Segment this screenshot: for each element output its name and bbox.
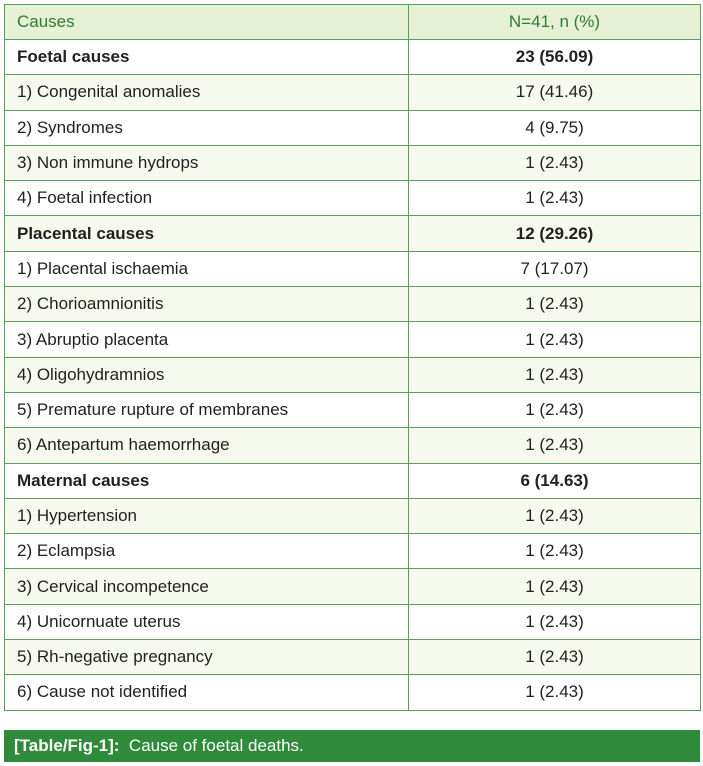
table-row: [5, 392, 701, 427]
causes-table-container: [4, 4, 700, 711]
caption-text-value: Cause of foetal deaths.: [128, 736, 304, 755]
cause-count: 7 (17.07): [409, 251, 701, 286]
cause-count: 4 (9.75): [409, 110, 701, 145]
cause-label: 6) Cause not identified: [5, 675, 409, 710]
table-row: [5, 322, 701, 357]
cause-label: 3) Non immune hydrops: [5, 145, 409, 180]
cause-label: 4) Unicornuate uterus: [5, 604, 409, 639]
table-group-row: [5, 216, 701, 251]
table-header-row: [5, 5, 701, 40]
cause-count: 1 (2.43): [409, 534, 701, 569]
table-row: [5, 569, 701, 604]
table-group-row: [5, 40, 701, 75]
cause-label: Maternal causes: [5, 463, 409, 498]
caption-text: [124, 736, 304, 755]
header-causes: Causes: [5, 5, 409, 40]
table-row: [5, 75, 701, 110]
cause-count: 1 (2.43): [409, 287, 701, 322]
table-row: [5, 604, 701, 639]
table-row: [5, 181, 701, 216]
cause-label: 1) Placental ischaemia: [5, 251, 409, 286]
table-row: [5, 675, 701, 710]
table-row: [5, 357, 701, 392]
cause-label: 3) Abruptio placenta: [5, 322, 409, 357]
table-row: [5, 145, 701, 180]
cause-count: 1 (2.43): [409, 428, 701, 463]
cause-label: 6) Antepartum haemorrhage: [5, 428, 409, 463]
causes-table: [4, 4, 701, 711]
table-row: [5, 287, 701, 322]
cause-label: Placental causes: [5, 216, 409, 251]
cause-count: 1 (2.43): [409, 145, 701, 180]
cause-count: 1 (2.43): [409, 640, 701, 675]
cause-count: 1 (2.43): [409, 181, 701, 216]
cause-label: 2) Eclampsia: [5, 534, 409, 569]
cause-count: 1 (2.43): [409, 357, 701, 392]
cause-count: 12 (29.26): [409, 216, 701, 251]
cause-count: 23 (56.09): [409, 40, 701, 75]
cause-count: 1 (2.43): [409, 322, 701, 357]
table-row: [5, 251, 701, 286]
cause-count: 1 (2.43): [409, 604, 701, 639]
table-row: [5, 534, 701, 569]
table-row: [5, 428, 701, 463]
table-body: [5, 40, 701, 711]
table-group-row: [5, 463, 701, 498]
cause-label: 1) Hypertension: [5, 498, 409, 533]
cause-label: Foetal causes: [5, 40, 409, 75]
table-caption: [4, 730, 700, 762]
cause-count: 1 (2.43): [409, 569, 701, 604]
cause-label: 2) Chorioamnionitis: [5, 287, 409, 322]
cause-label: 5) Rh-negative pregnancy: [5, 640, 409, 675]
header-count: N=41, n (%): [409, 5, 701, 40]
cause-label: 4) Oligohydramnios: [5, 357, 409, 392]
table-row: [5, 498, 701, 533]
table-row: [5, 640, 701, 675]
cause-label: 1) Congenital anomalies: [5, 75, 409, 110]
cause-count: 6 (14.63): [409, 463, 701, 498]
caption-tag: [Table/Fig-1]:: [14, 736, 120, 755]
cause-count: 1 (2.43): [409, 498, 701, 533]
table-row: [5, 110, 701, 145]
cause-label: 5) Premature rupture of membranes: [5, 392, 409, 427]
cause-label: 3) Cervical incompetence: [5, 569, 409, 604]
cause-label: 2) Syndromes: [5, 110, 409, 145]
cause-count: 1 (2.43): [409, 675, 701, 710]
cause-count: 17 (41.46): [409, 75, 701, 110]
cause-count: 1 (2.43): [409, 392, 701, 427]
cause-label: 4) Foetal infection: [5, 181, 409, 216]
